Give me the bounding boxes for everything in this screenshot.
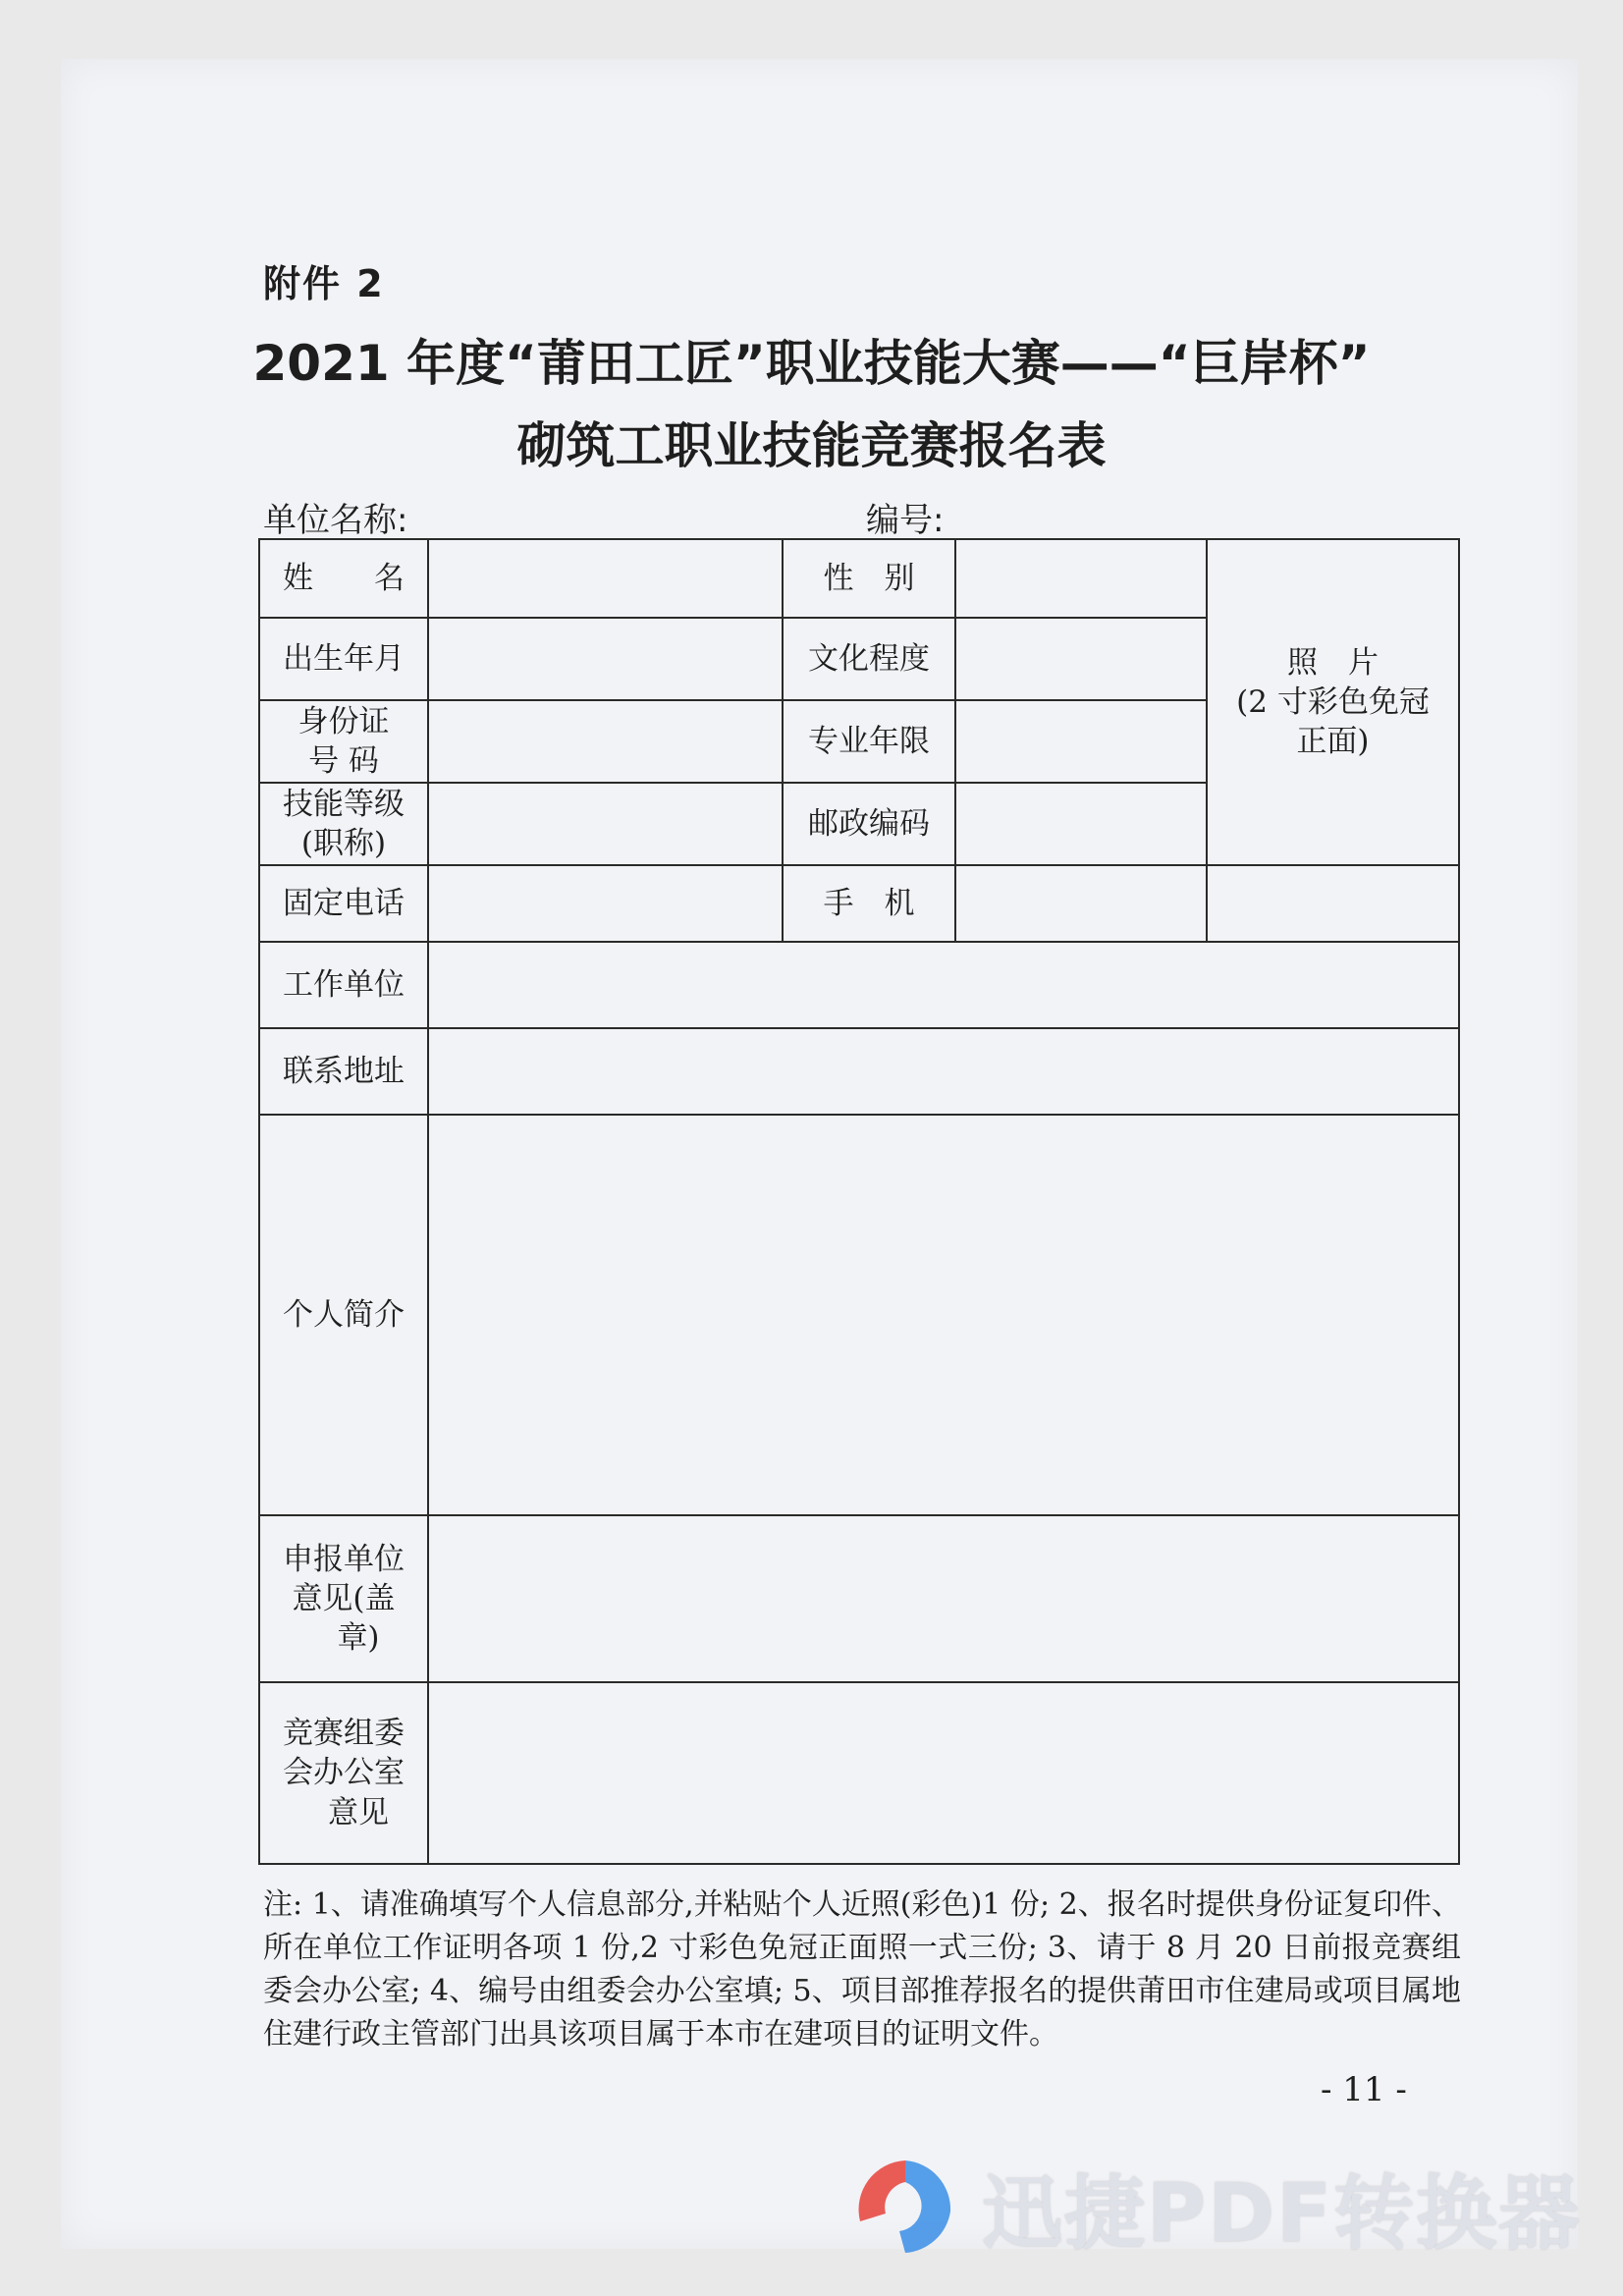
- postcode-value: [955, 783, 1207, 865]
- unit-name-label: 单位名称:: [263, 501, 408, 540]
- mobile-extra: [1207, 865, 1459, 942]
- years-value: [955, 700, 1207, 783]
- serial-number-label: 编号:: [866, 501, 945, 540]
- address-label: 联系地址: [259, 1028, 428, 1115]
- photo-box: [1207, 539, 1459, 865]
- photo-spec: (2 寸彩色免冠: [1236, 683, 1430, 720]
- education-value: [955, 618, 1207, 700]
- years-label: 专业年限: [783, 700, 955, 783]
- id-number-value: [428, 700, 783, 783]
- profile-value: [428, 1115, 1459, 1515]
- mobile-label: 手 机: [783, 865, 955, 942]
- committee-opinion-value: [428, 1682, 1459, 1864]
- watermark-text: 迅捷PDF转换器: [982, 2166, 1582, 2261]
- postcode-label: 邮政编码: [783, 783, 955, 865]
- gender-value: [955, 539, 1207, 618]
- mobile-value: [955, 865, 1207, 942]
- page-number: - 11 -: [1321, 2070, 1407, 2109]
- applicant-opinion-value: [428, 1515, 1459, 1682]
- address-value: [428, 1028, 1459, 1115]
- applicant-opinion-label: 申报单位 意见(盖 章): [259, 1515, 428, 1682]
- gender-label: 性 别: [783, 539, 955, 618]
- committee-opinion-label: 竞赛组委 会办公室 意见: [259, 1682, 428, 1864]
- workplace-label: 工作单位: [259, 942, 428, 1028]
- xunjie-logo-icon: [846, 2153, 964, 2261]
- landline-value: [428, 865, 783, 942]
- photo-label: 照 片: [1287, 644, 1379, 681]
- form-notes: 注: 1、请准确填写个人信息部分,并粘贴个人近照(彩色)1 份; 2、报名时提供身份证复印件、所在单位工作证明各项 1 份,2 寸彩色免冠正面照一式三份; 3、请于 8 月 20 日前报竞赛组委会办公室; 4、编号由组委会办公室填; 5、项目部推荐报名的提供莆田市住建局或项目属地住建行政主管部门出具该项目属于本市在建项目的证明文件。: [263, 1887, 1461, 2051]
- document-subtitle: 砌筑工职业技能竞赛报名表: [516, 417, 1107, 474]
- photo-spec-end: 正面): [1296, 724, 1370, 760]
- birth-value: [428, 618, 783, 700]
- profile-label: 个人简介: [259, 1115, 428, 1515]
- birth-label: 出生年月: [259, 618, 428, 700]
- education-label: 文化程度: [783, 618, 955, 700]
- registration-form: [258, 538, 1460, 1865]
- skill-level-label: 技能等级 (职称): [259, 783, 428, 865]
- watermark: [846, 2153, 1581, 2261]
- name-label: 姓 名: [259, 539, 428, 618]
- skill-level-value: [428, 783, 783, 865]
- workplace-value: [428, 942, 1459, 1028]
- id-number-label: 身份证 号 码: [259, 700, 428, 783]
- landline-label: 固定电话: [259, 865, 428, 942]
- name-value: [428, 539, 783, 618]
- document-title: 2021 年度“莆田工匠”职业技能大赛——“巨岸杯”: [252, 335, 1371, 392]
- annex-label: 附件 2: [263, 262, 385, 305]
